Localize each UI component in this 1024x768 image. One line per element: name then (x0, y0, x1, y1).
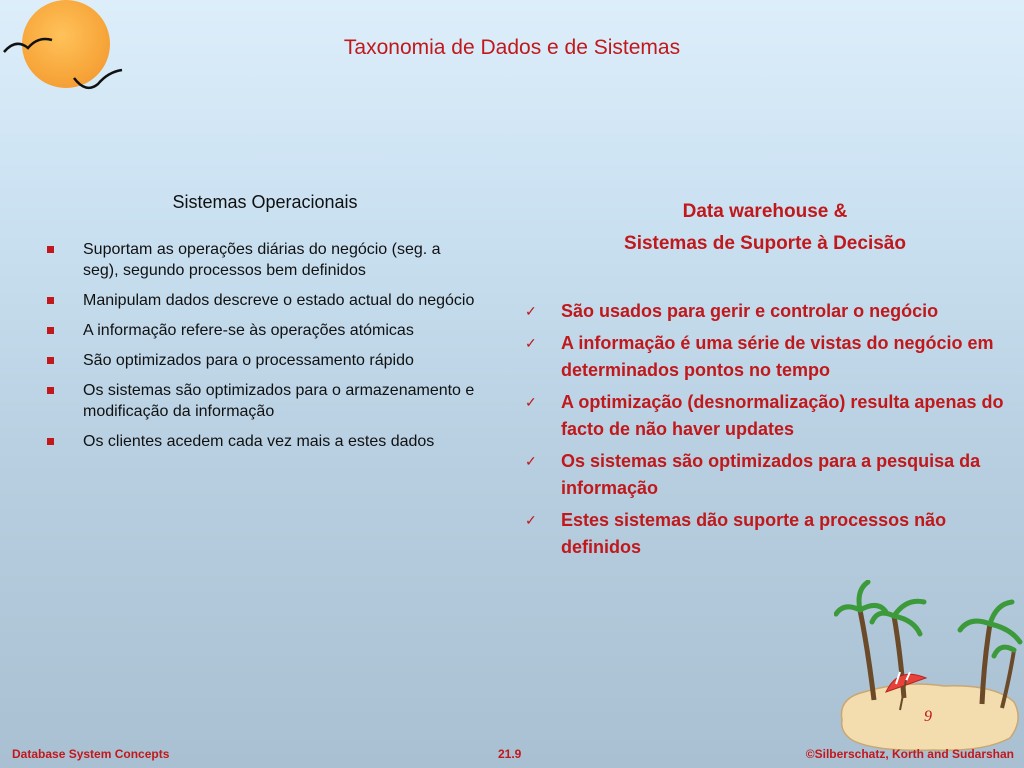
bullet-square-icon (47, 357, 54, 364)
list-item (520, 448, 1010, 502)
bullet-square-icon (47, 327, 54, 334)
island-palm-icon (834, 580, 1024, 755)
bullet-square-icon (47, 246, 54, 253)
list-item (520, 298, 1010, 325)
checkmark-icon: ✓ (525, 335, 537, 351)
checkmark-icon: ✓ (525, 394, 537, 410)
list-item (40, 431, 480, 452)
right-heading-line2: Sistemas de Suporte à Decisão (624, 233, 906, 254)
list-item-text: Manipulam dados descreve o estado actual do negócio (83, 292, 475, 309)
list-item-text: A informação refere-se às operações atómicas (83, 322, 414, 339)
list-item (40, 380, 480, 422)
list-item (40, 290, 480, 311)
list-item (40, 239, 480, 281)
list-item-text: A optimização (desnormalização) resulta apenas do facto de não haver updates (561, 392, 1004, 439)
bullet-square-icon (47, 387, 54, 394)
list-item (520, 330, 1010, 384)
left-heading: Sistemas Operacionais (172, 192, 358, 212)
list-item-text: A informação é uma série de vistas do negócio em determinados pontos no tempo (561, 333, 994, 380)
list-item-text: Suportam as operações diárias do negócio (seg. a seg), segundo processos bem definidos (83, 241, 441, 279)
list-item (520, 389, 1010, 443)
footer-center: 21.9 (498, 747, 522, 761)
left-column (40, 192, 480, 461)
list-item-text: Os sistemas são optimizados para a pesquisa da informação (561, 451, 981, 498)
bullet-square-icon (47, 297, 54, 304)
list-item-text: Estes sistemas dão suporte a processos não definidos (561, 510, 947, 557)
list-item-text: São optimizados para o processamento rápido (83, 352, 414, 369)
right-heading (520, 196, 1010, 260)
page-number: 9 (924, 708, 932, 725)
list-item-text: São usados para gerir e controlar o negócio (561, 301, 939, 321)
list-item-text: Os clientes acedem cada vez mais a estes dados (83, 433, 435, 450)
right-column (520, 196, 1010, 566)
checkmark-icon: ✓ (525, 303, 537, 319)
footer-right: ©Silberschatz, Korth and Sudarshan (805, 747, 1014, 761)
footer-left: Database System Concepts (12, 747, 170, 761)
slide-title: Taxonomia de Dados e de Sistemas (343, 36, 681, 59)
list-item-text: Os sistemas são optimizados para o armazenamento e modificação da informação (83, 382, 475, 420)
checkmark-icon: ✓ (525, 512, 537, 528)
right-heading-line1: Data warehouse & (682, 201, 848, 222)
bird-icon (72, 68, 124, 94)
bullet-square-icon (47, 438, 54, 445)
list-item (40, 350, 480, 371)
checkmark-icon: ✓ (525, 453, 537, 469)
list-item (40, 320, 480, 341)
left-bullet-list (40, 239, 480, 452)
list-item (520, 507, 1010, 561)
right-check-list (520, 298, 1010, 561)
